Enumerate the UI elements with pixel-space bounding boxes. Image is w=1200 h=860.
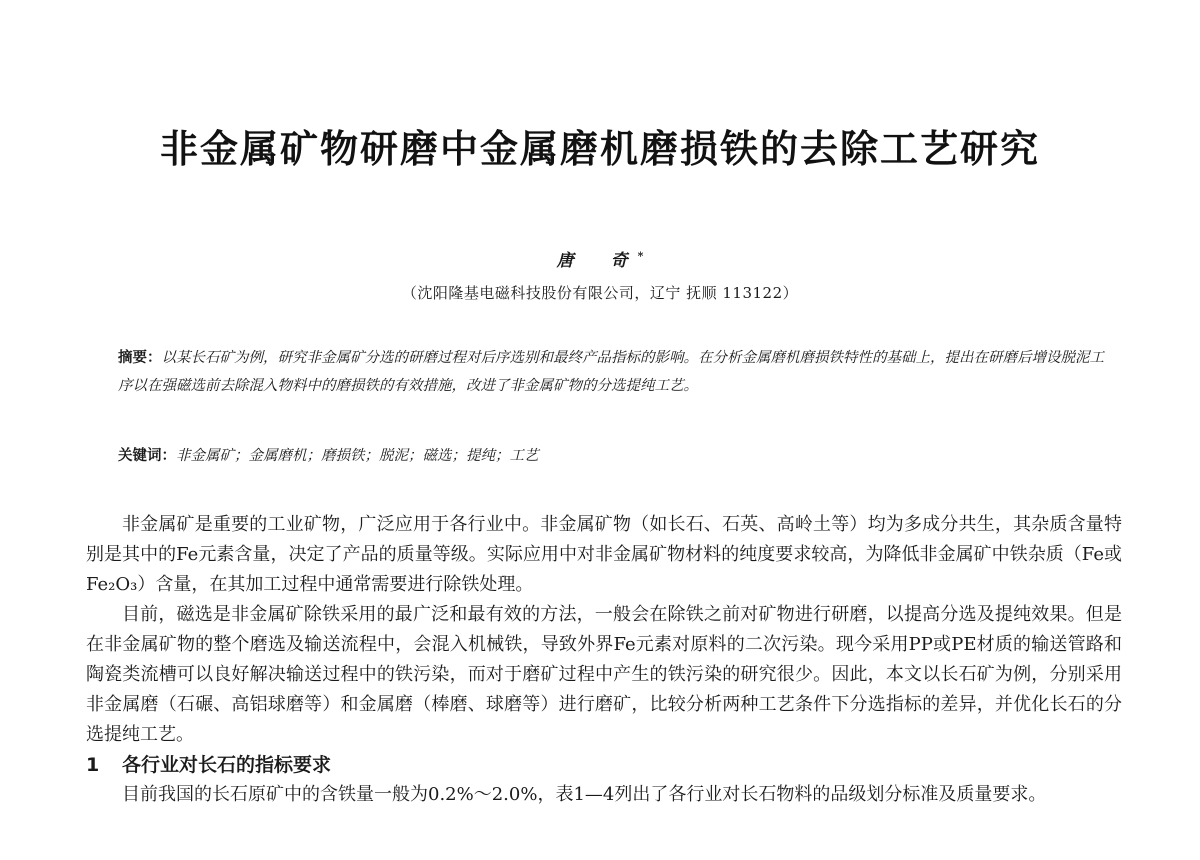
abstract <box>118 344 1118 400</box>
body-paragraph: 目前，磁选是非金属矿除铁采用的最广泛和最有效的方法，一般会在除铁之前对矿物进行研磨，以提高分选及提纯效果。但是在非金属矿物的整个磨选及输送流程中，会混入机械铁，导致外界Fe元素对原料的二次污染。现今采用PP或PE材质的输送管路和陶瓷类流槽可以良好解决输送过程中的铁污染，而对于磨矿过程中产生的铁污染的研究很少。因此，本文以长石矿为例，分别采用非金属磨（石碾、高铝球磨等）和金属磨（棒磨、球磨等）进行磨矿，比较分析两种工艺条件下分选指标的差异，并优化长石的分选提纯工艺。 <box>86 604 1122 745</box>
section-number: 1 <box>86 754 100 776</box>
body-paragraph: 目前我国的长石原矿中的含铁量一般为0.2%～2.0%，表1—4列出了各行业对长石物料的品级划分标准及质量要求。 <box>122 784 1047 805</box>
author-line <box>0 246 1200 271</box>
body-paragraph: 非金属矿是重要的工业矿物，广泛应用于各行业中。非金属矿物（如长石、石英、高岭土等）均为多成分共生，其杂质含量特别是其中的Fe元素含量，决定了产品的质量等级。实际应用中对非金属矿物材料的纯度要求较高，为降低非金属矿中铁杂质（Fe或Fe₂O₃）含量，在其加工过程中通常需要进行除铁处理。 <box>86 514 1122 595</box>
author-name: 唐 奇 <box>556 251 638 271</box>
section-heading <box>86 750 1122 780</box>
author-affiliation: （沈阳隆基电磁科技股份有限公司，辽宁 抚顺 113122） <box>401 284 799 302</box>
author-footnote-mark: * <box>637 249 644 263</box>
abstract-label: 摘要： <box>118 349 162 366</box>
body-text <box>86 510 1122 810</box>
keywords-label: 关键词： <box>118 447 176 464</box>
keywords-text: 非金属矿；金属磨机；磨损铁；脱泥；磁选；提纯；工艺 <box>176 448 539 464</box>
section-title: 各行业对长石的指标要求 <box>122 754 332 776</box>
paper-title: 非金属矿物研磨中金属磨机磨损铁的去除工艺研究 <box>159 127 1040 171</box>
keywords <box>118 444 1118 468</box>
abstract-text: 以某长石矿为例，研究非金属矿分选的研磨过程对后序选别和最终产品指标的影响。在分析金属磨机磨损铁特性的基础上，提出在研磨后增设脱泥工序以在强磁选前去除混入物料中的磨损铁的有效措施，改进了非金属矿物的分选提纯工艺。 <box>118 350 1104 394</box>
